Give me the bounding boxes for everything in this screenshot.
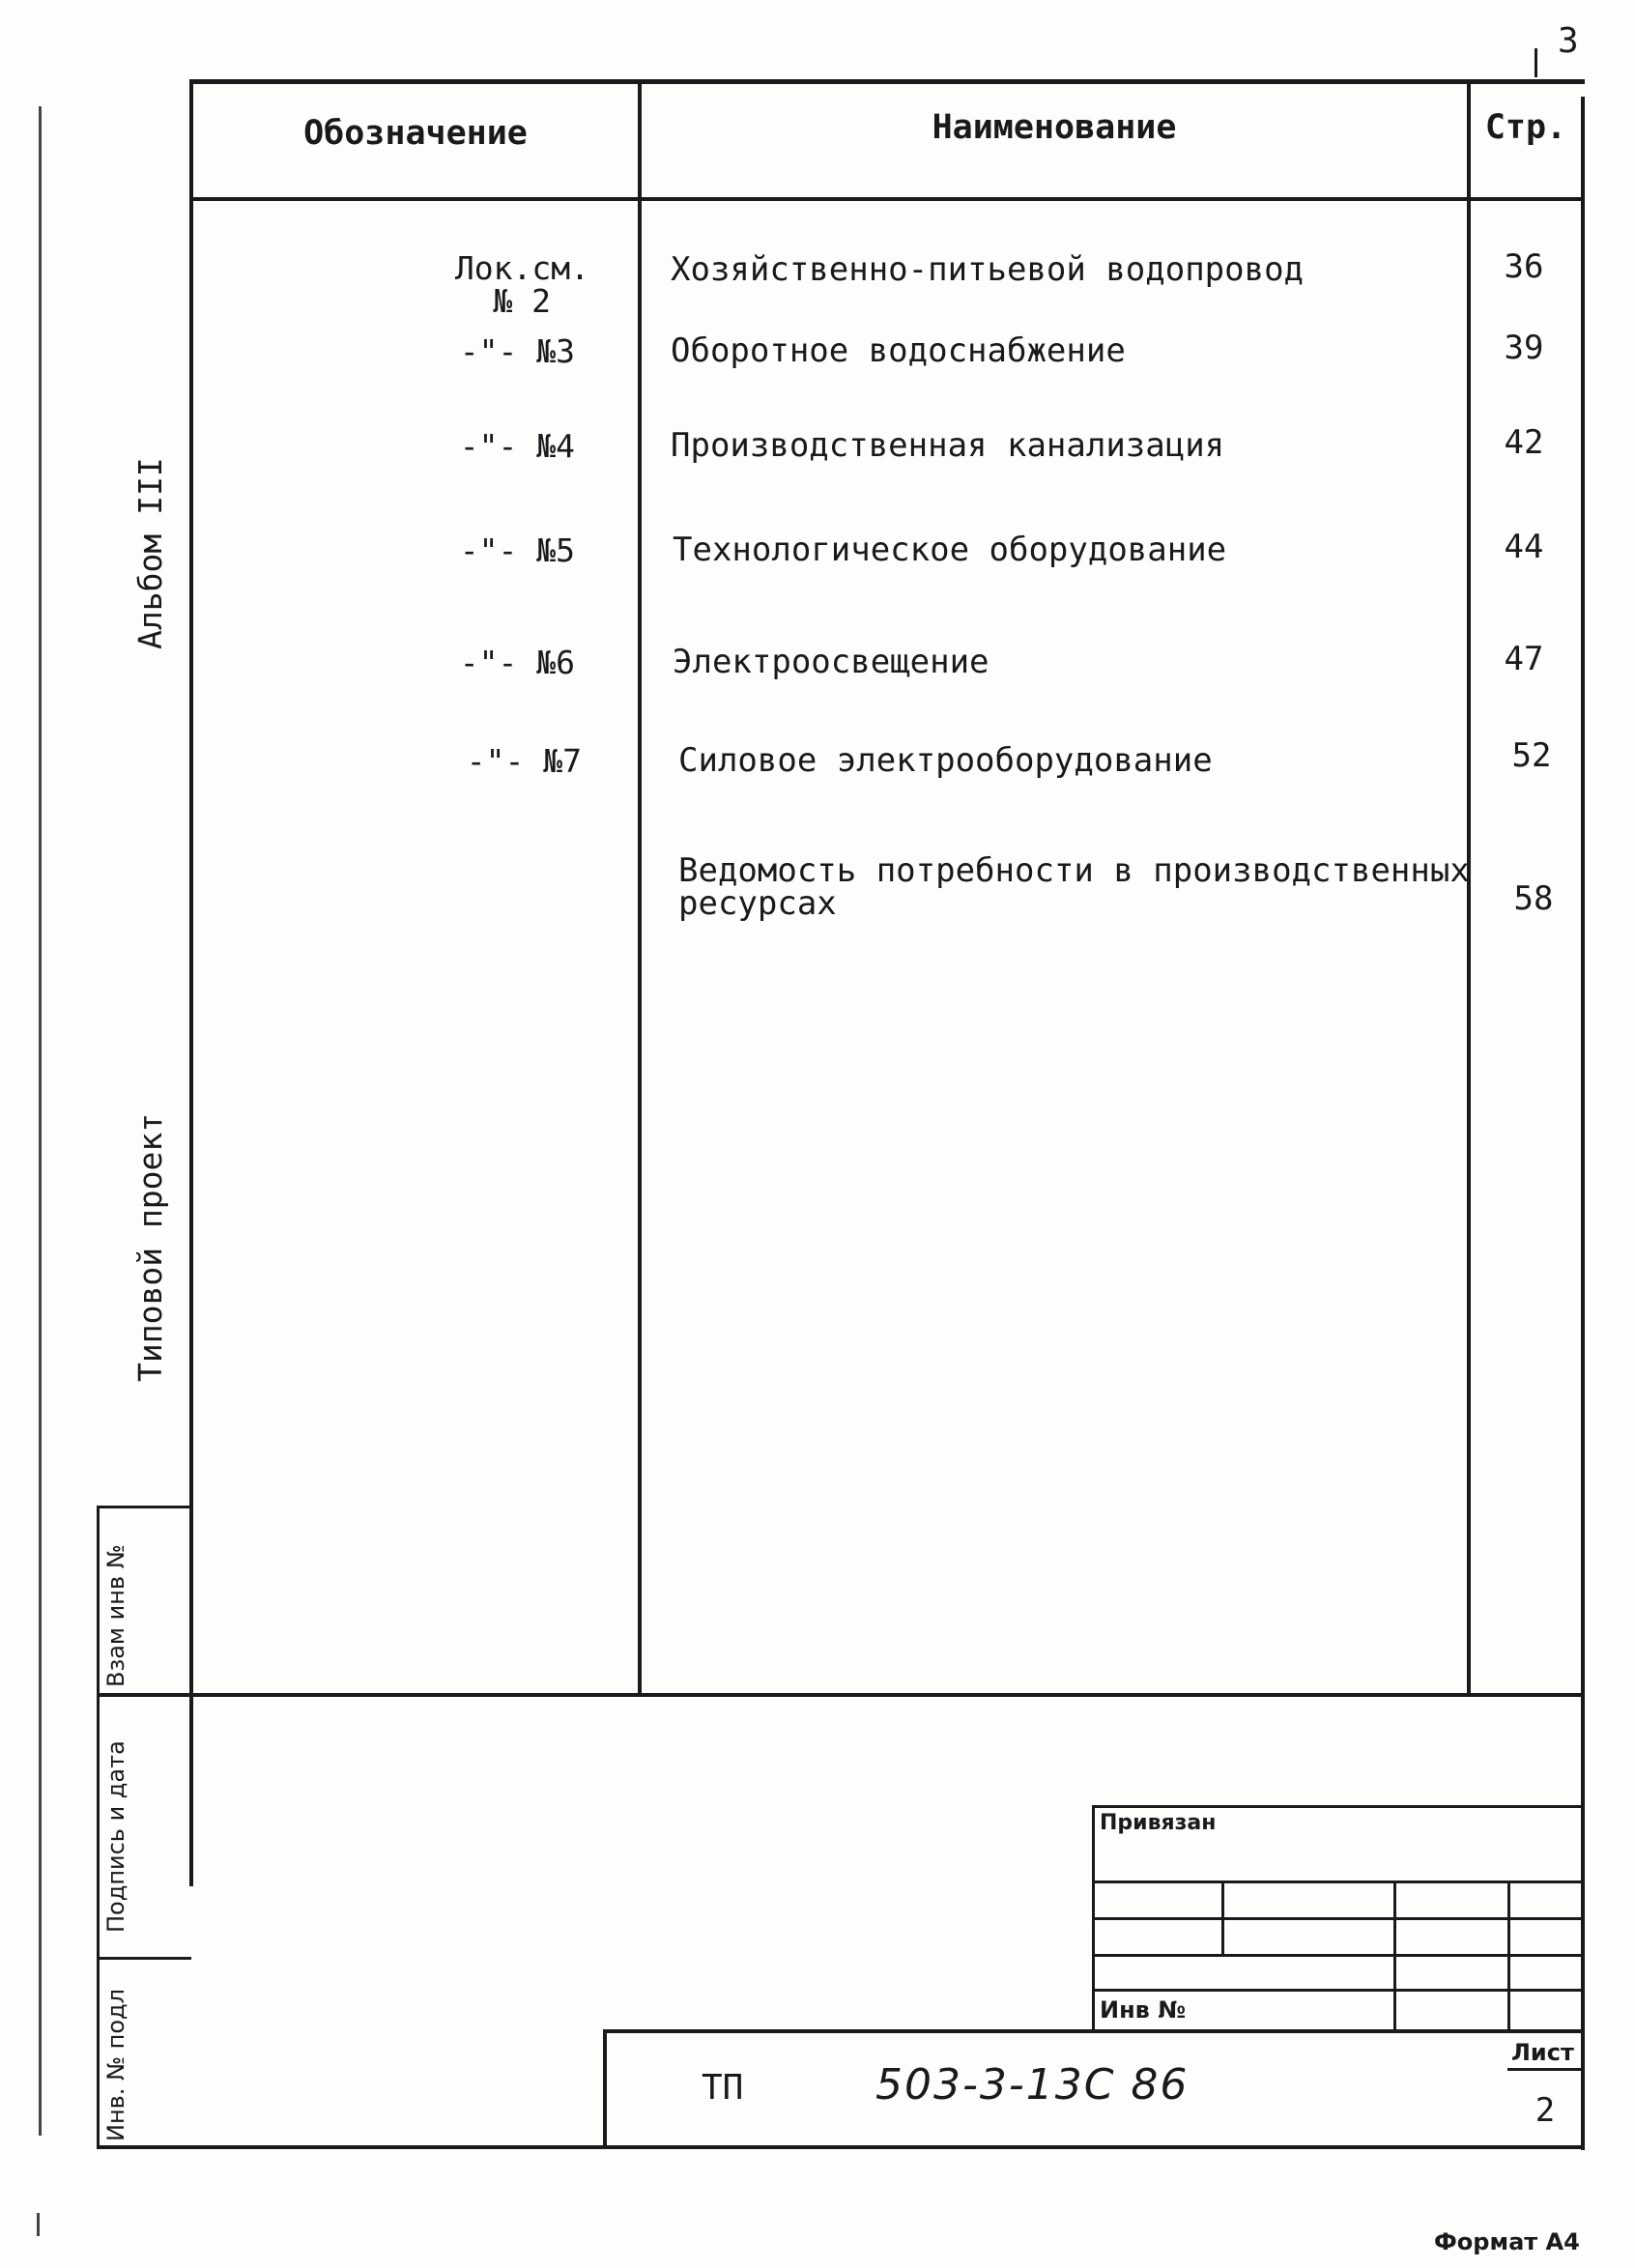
row-4-code: -"- №5	[459, 531, 575, 569]
stamp-signature-date: Подпись и дата	[102, 1740, 129, 1933]
header-separator	[189, 197, 1585, 201]
doc-prefix: ТП	[702, 2068, 744, 2108]
column-separator-1	[638, 82, 642, 1693]
bottom-tick	[37, 2213, 40, 2236]
attached-col-line-1	[1221, 1880, 1224, 1956]
row-2-page: 39	[1504, 329, 1544, 367]
row-5-page: 47	[1504, 640, 1544, 678]
row-7-name: Ведомость потребности в производственных	[678, 851, 1470, 890]
page-number: 3	[1558, 21, 1579, 61]
sheet-label-line	[1507, 2068, 1583, 2071]
inv-label: Инв №	[1100, 1996, 1187, 2024]
attached-row-line-4	[1092, 1989, 1583, 1992]
format-label: Формат А4	[1434, 2228, 1580, 2255]
row-3-page: 42	[1504, 423, 1544, 462]
row-6-page: 52	[1511, 736, 1552, 775]
header-page: Стр.	[1484, 108, 1567, 147]
row-3-code: -"- №4	[459, 427, 575, 465]
sheet-label: Лист	[1511, 2039, 1574, 2066]
header-designation: Обозначение	[303, 114, 528, 153]
title-block-top-line	[97, 1693, 1585, 1697]
side-label-album: Альбом III	[131, 457, 169, 649]
row-3-name: Производственная канализация	[671, 426, 1225, 465]
row-2-name: Оборотное водоснабжение	[671, 331, 1126, 370]
frame-left	[189, 79, 193, 1886]
sheet-number: 2	[1535, 2091, 1556, 2130]
binding-margin-line	[39, 106, 42, 2136]
row-1-code-number: № 2	[493, 282, 551, 320]
doc-number: 503-3-13С 86	[875, 2060, 1190, 2110]
stamp-replace-inv: Взам инв №	[102, 1544, 129, 1687]
header-name: Наименование	[932, 108, 1177, 147]
stamp-strip-left	[97, 1506, 100, 2147]
row-6-name: Силовое электрооборудование	[678, 741, 1213, 780]
stamp-strip-top	[97, 1506, 191, 1508]
row-6-code: -"- №7	[466, 742, 582, 780]
row-5-name: Электроосвещение	[673, 643, 990, 681]
row-4-name: Технологическое оборудование	[673, 531, 1227, 569]
row-5-code: -"- №6	[459, 644, 575, 681]
frame-top	[189, 79, 1585, 84]
row-1-name: Хозяйственно-питьевой водопровод	[671, 250, 1305, 289]
row-7-name-continued: ресурсах	[678, 884, 837, 923]
attached-col-line-2	[1393, 1880, 1396, 2032]
attached-col-line-3	[1507, 1880, 1510, 2032]
doc-block-left-line	[603, 2029, 607, 2147]
attached-top-line	[1092, 1805, 1583, 1808]
stamp-original-inv: Инв. № подл	[102, 1989, 129, 2141]
side-label-project: Типовой проект	[131, 1112, 169, 1382]
row-7-page: 58	[1513, 879, 1554, 918]
row-4-page: 44	[1504, 528, 1544, 566]
row-1-code: Лок.см.	[454, 249, 589, 287]
frame-bottom	[97, 2145, 1585, 2149]
row-2-code: -"- №3	[459, 332, 575, 370]
frame-right	[1581, 97, 1585, 2150]
attached-label: Привязан	[1100, 1811, 1217, 1835]
doc-block-top-line	[603, 2029, 1585, 2033]
stamp-divider	[97, 1957, 191, 1960]
corner-tick	[1535, 48, 1537, 77]
row-1-page: 36	[1504, 247, 1544, 286]
